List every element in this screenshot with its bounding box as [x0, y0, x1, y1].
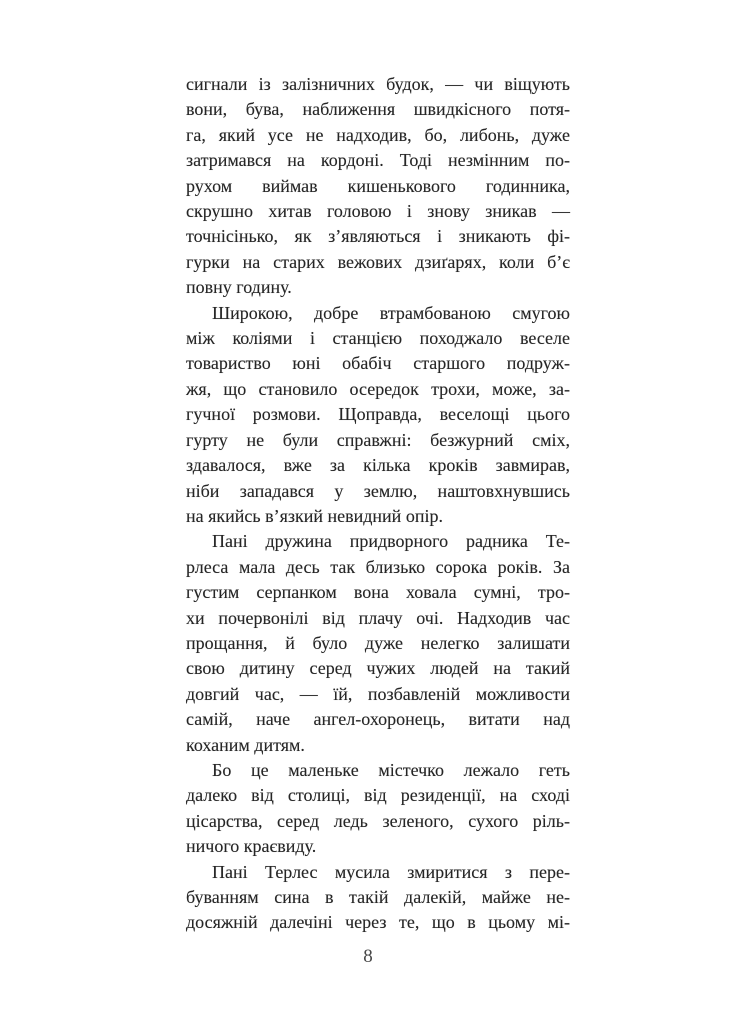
page-number: 8 — [363, 946, 373, 967]
text-line: затримався на кордоні. Тоді незмінним по- — [186, 150, 570, 171]
text-line: жя, що становило осередок трохи, може, за- — [186, 378, 570, 399]
text-line: гурки на старих вежових дзиґарях, коли б’є — [186, 251, 570, 272]
text-line: свою дитину серед чужих людей на такий — [186, 658, 570, 679]
text-line: гучної розмови. Щоправда, веселощі цього — [186, 404, 570, 425]
text-line: густим серпанком вона ховала сумні, тро- — [186, 582, 570, 603]
text-line: прощання, й було дуже нелегко залишати — [186, 632, 570, 653]
text-line: Бо це маленьке містечко лежало геть — [212, 759, 570, 780]
text-line: сигнали із залізничних будок, — чи віщують — [186, 74, 570, 94]
text-line: ніби западався у землю, наштовхнувшись — [186, 480, 570, 501]
text-line: довгий час, — їй, позбавленій можливости — [186, 683, 570, 704]
text-line: рлеса мала десь так близько сорока років. За — [186, 556, 570, 577]
text-line: Пані Терлес мусила змиритися з пере- — [212, 861, 570, 882]
text-line: хи почервонілі від плачу очі. Надходив час — [186, 607, 570, 628]
text-line: ничого краєвиду. — [186, 836, 317, 857]
text-line: Пані дружина придворного радника Те- — [212, 531, 570, 552]
text-line: Широкою, добре втрамбованою смугою — [212, 302, 570, 323]
text-line: скрушно хитав головою і знову зникав — — [186, 201, 570, 222]
text-line: га, який усе не надходив, бо, либонь, дуже — [186, 124, 570, 145]
text-line: цісарства, серед ледь зеленого, сухого ріль- — [186, 810, 570, 831]
paragraph — [186, 529, 570, 758]
text-line: досяжній далечіні через те, що в цьому мі- — [186, 912, 570, 933]
text-line: коханим дитям. — [186, 734, 305, 755]
paragraph — [186, 301, 570, 530]
text-line: повну годину. — [186, 277, 292, 298]
text-line: між коліями і станцією походжало веселе — [186, 328, 570, 349]
text-line: на якийсь в’язкий невидний опір. — [186, 505, 443, 526]
text-line: буванням сина в такій далекій, майже не- — [186, 887, 570, 907]
text-line: самій, наче ангел-охоронець, витати над — [186, 709, 570, 730]
text-line: рухом виймав кишенькового годинника, — [186, 175, 570, 196]
text-block — [186, 72, 570, 936]
text-line: далеко від столиці, від резиденції, на сході — [186, 785, 570, 806]
paragraph — [186, 758, 570, 860]
text-line: гурту не були справжні: безжурний сміх, — [186, 429, 570, 450]
text-line: здавалося, вже за кілька кроків завмирав, — [186, 455, 570, 476]
paragraph — [186, 72, 570, 301]
paragraph — [186, 860, 570, 936]
text-line: вони, бува, наближення швидкісного потя- — [186, 99, 570, 120]
text-line: товариство юні обабіч старшого подруж- — [186, 353, 570, 374]
text-line: точнісінько, як з’являються і зникають фі- — [186, 226, 570, 247]
